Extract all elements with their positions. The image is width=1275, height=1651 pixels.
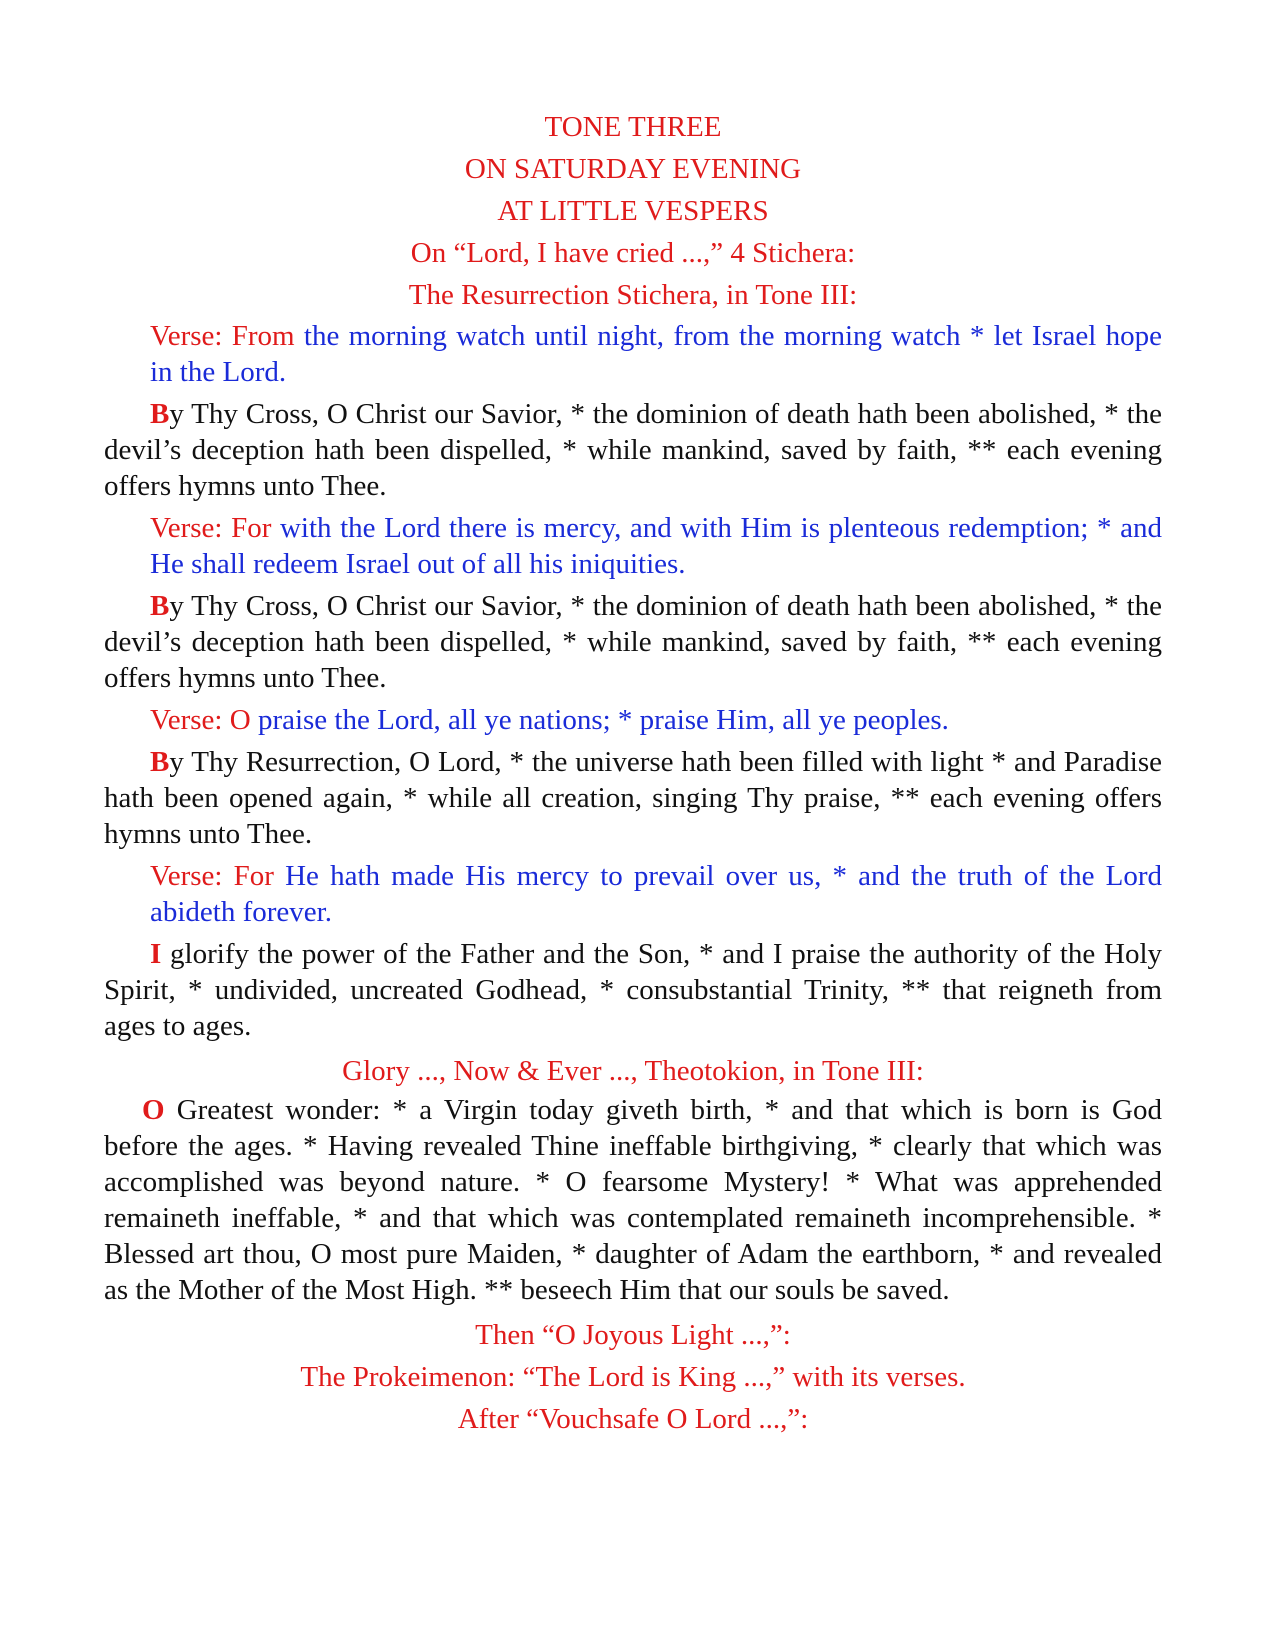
hymn-text: glorify the power of the Father and the Son, * and I praise the authority of the Holy Spirit, * undivided, uncreated Godhead, * consubstantial Trinity, ** that reigneth from ages to ages. (104, 938, 1162, 1042)
hymn-theotokion (104, 1092, 1162, 1308)
heading-service: AT LITTLE VESPERS (497, 195, 769, 227)
rubric-joyous-light: Then “O Joyous Light ...,”: (475, 1319, 791, 1351)
document-page (104, 106, 1162, 1440)
hymn-text: y Thy Resurrection, O Lord, * the universe hath been filled with light * and Paradise hath been opened again, * while all creation, singing Thy praise, ** each evening offers hymns unto Thee. (104, 746, 1162, 850)
verse-label: Verse: (150, 860, 234, 892)
verse-first-word: O (229, 704, 251, 736)
hymn-initial: B (150, 398, 170, 430)
verse-text: the morning watch until night, from the morning watch * let Israel hope in the Lord. (150, 320, 1162, 388)
rubric-stichera-count: On “Lord, I have cried ...,” 4 Stichera: (410, 237, 856, 269)
verse-3 (150, 702, 1162, 738)
verse-text: with the Lord there is mercy, and with Him is plenteous redemption; * and He shall redeem Israel out of all his iniquities. (150, 512, 1162, 580)
verse-first-word: For (233, 860, 274, 892)
rubric-resurrection-stichera: The Resurrection Stichera, in Tone III: (408, 279, 858, 311)
verse-first-word: From (231, 320, 295, 352)
verse-label: Verse: (150, 512, 232, 544)
verse-text: He hath made His mercy to prevail over us, * and the truth of the Lord abideth forever. (150, 860, 1162, 928)
hymn-text: y Thy Cross, O Christ our Savior, * the dominion of death hath been abolished, * the devil’s deception hath been dispelled, * while mankind, saved by faith, ** each evening offers hymns unto Thee. (104, 590, 1162, 694)
rubric-theotokion: Glory ..., Now & Ever ..., Theotokion, in Tone III: (342, 1055, 924, 1087)
hymn-initial: I (150, 938, 162, 970)
rubric-prokeimenon: The Prokeimenon: “The Lord is King ...,” with its verses. (300, 1361, 966, 1393)
rubric-vouchsafe: After “Vouchsafe O Lord ...,”: (457, 1403, 809, 1435)
hymn-text: Greatest wonder: * a Virgin today giveth birth, * and that which is born is God before the ages. * Having revealed Thine ineffable birthgiving, * clearly that which was accomplished was beyond nature. * O fearsome Mystery! * What was apprehended remaineth ineffable, * and that which was contemplated remaineth incomprehensible. * Blessed art thou, O most pure Maiden, * daughter of Adam the earthborn, * and revealed as the Mother of the Most High. ** beseech Him that our souls be saved. (104, 1094, 1162, 1306)
verse-first-word: For (231, 512, 272, 544)
heading-day: ON SATURDAY EVENING (464, 153, 802, 185)
hymn-3 (104, 744, 1162, 852)
hymn-1 (104, 396, 1162, 504)
verse-label: Verse: (150, 320, 232, 352)
heading-tone: TONE THREE (544, 111, 722, 143)
hymn-4 (104, 936, 1162, 1044)
verse-text: praise the Lord, all ye nations; * praise Him, all ye peoples. (250, 704, 949, 736)
verse-2 (150, 510, 1162, 582)
hymn-text: y Thy Cross, O Christ our Savior, * the dominion of death hath been abolished, * the devil’s deception hath been dispelled, * while mankind, saved by faith, ** each evening offers hymns unto Thee. (104, 398, 1162, 502)
hymn-initial: B (150, 590, 170, 622)
verse-4 (150, 858, 1162, 930)
verse-1 (150, 318, 1162, 390)
hymn-initial: O (142, 1094, 165, 1126)
hymn-initial: B (150, 746, 170, 778)
hymn-2 (104, 588, 1162, 696)
verse-label: Verse: (150, 704, 230, 736)
